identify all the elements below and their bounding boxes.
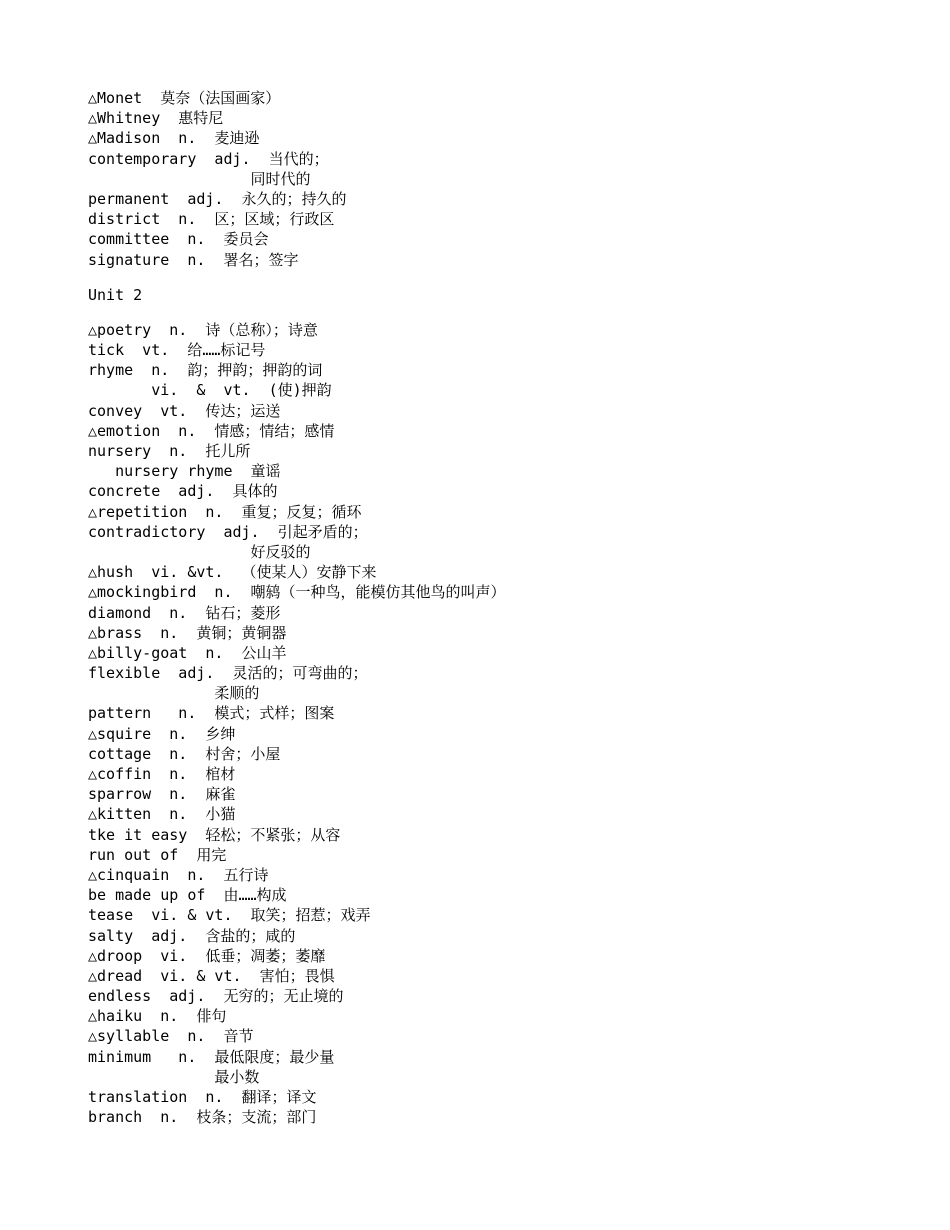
vocab-line: diamond n. 钻石；菱形 [88,603,281,622]
vocab-line: tease vi. & vt. 取笑；招惹；戏弄 [88,906,371,925]
vocab-line: salty adj. 含盐的；咸的 [88,926,296,945]
vocab-line: △dread vi. & vt. 害怕；畏惧 [88,966,335,985]
vocab-line: △emotion n. 情感；情结；感情 [88,421,335,440]
unit-heading: Unit 2 [88,285,143,304]
vocab-line: vi. & vt. (使)押韵 [88,381,332,400]
vocab-line: run out of 用完 [88,845,227,864]
vocab-line: nursery n. 托儿所 [88,442,251,460]
vocab-line: tke it easy 轻松；不紧张；从容 [88,825,341,844]
vocab-line: flexible adj. 灵活的；可弯曲的； [88,664,368,683]
vocab-line: district n. 区；区域；行政区 [88,210,335,229]
vocab-line: endless adj. 无穷的；无止境的 [88,987,344,1006]
vocab-line: △Monet 莫奈（法国画家） [88,89,281,107]
vocab-line: △mockingbird n. 嘲鸫（一种鸟，能模仿其他鸟的叫声） [88,583,506,602]
vocab-line: cottage n. 村舍；小屋 [88,744,281,763]
vocab-line: tick vt. 给……标记号 [88,341,266,360]
vocabulary-list-unit2 [88,320,506,1128]
vocab-line: △Whitney 惠特尼 [88,109,224,128]
vocab-line: △poetry n. 诗（总称）；诗意 [88,320,318,339]
vocab-line: △syllable n. 音节 [88,1027,254,1046]
vocab-line: 同时代的 [88,169,311,188]
vocab-line: △droop vi. 低垂；凋萎；萎靡 [88,946,326,965]
vocab-line: rhyme n. 韵；押韵；押韵的词 [88,361,323,380]
vocab-line: minimum n. 最低限度；最少量 [88,1047,335,1066]
spacer [88,305,506,320]
vocab-line: △haiku n. 俳句 [88,1007,227,1026]
vocab-line: △hush vi. &vt. （使某人）安静下来 [88,563,377,582]
vocab-line: branch n. 枝条；支流；部门 [88,1108,317,1127]
vocab-line: signature n. 署名；签字 [88,250,299,269]
vocab-line: △repetition n. 重复；反复；循环 [88,502,362,521]
vocab-line: 最小数 [88,1067,260,1086]
vocab-line: translation n. 翻译；译文 [88,1088,317,1106]
vocab-line: △squire n. 乡绅 [88,724,236,743]
vocab-line: △kitten n. 小猫 [88,805,236,824]
vocab-line: be made up of 由……构成 [88,886,287,905]
vocab-line: 好反驳的 [88,542,311,561]
vocab-line: nursery rhyme 童谣 [88,462,281,481]
vocab-line: permanent adj. 永久的；持久的 [88,189,347,208]
vocab-line: △brass n. 黄铜；黄铜器 [88,623,287,642]
vocab-line: △billy-goat n. 公山羊 [88,643,287,662]
vocab-line: pattern n. 模式；式样；图案 [88,704,335,723]
vocab-line: contradictory adj. 引起矛盾的； [88,522,368,541]
vocab-line: convey vt. 传达；运送 [88,401,281,420]
vocab-line: concrete adj. 具体的 [88,482,278,501]
vocab-line: △cinquain n. 五行诗 [88,865,269,884]
vocab-line: △coffin n. 棺材 [88,765,236,783]
vocab-line: 柔顺的 [88,684,260,703]
vocab-line: △Madison n. 麦迪逊 [88,129,260,148]
vocabulary-list-unit1 [88,88,506,270]
vocabulary-page [88,88,506,1127]
spacer [88,270,506,285]
vocab-line: contemporary adj. 当代的； [88,149,329,168]
vocab-line: sparrow n. 麻雀 [88,785,236,804]
vocab-line: committee n. 委员会 [88,230,269,249]
